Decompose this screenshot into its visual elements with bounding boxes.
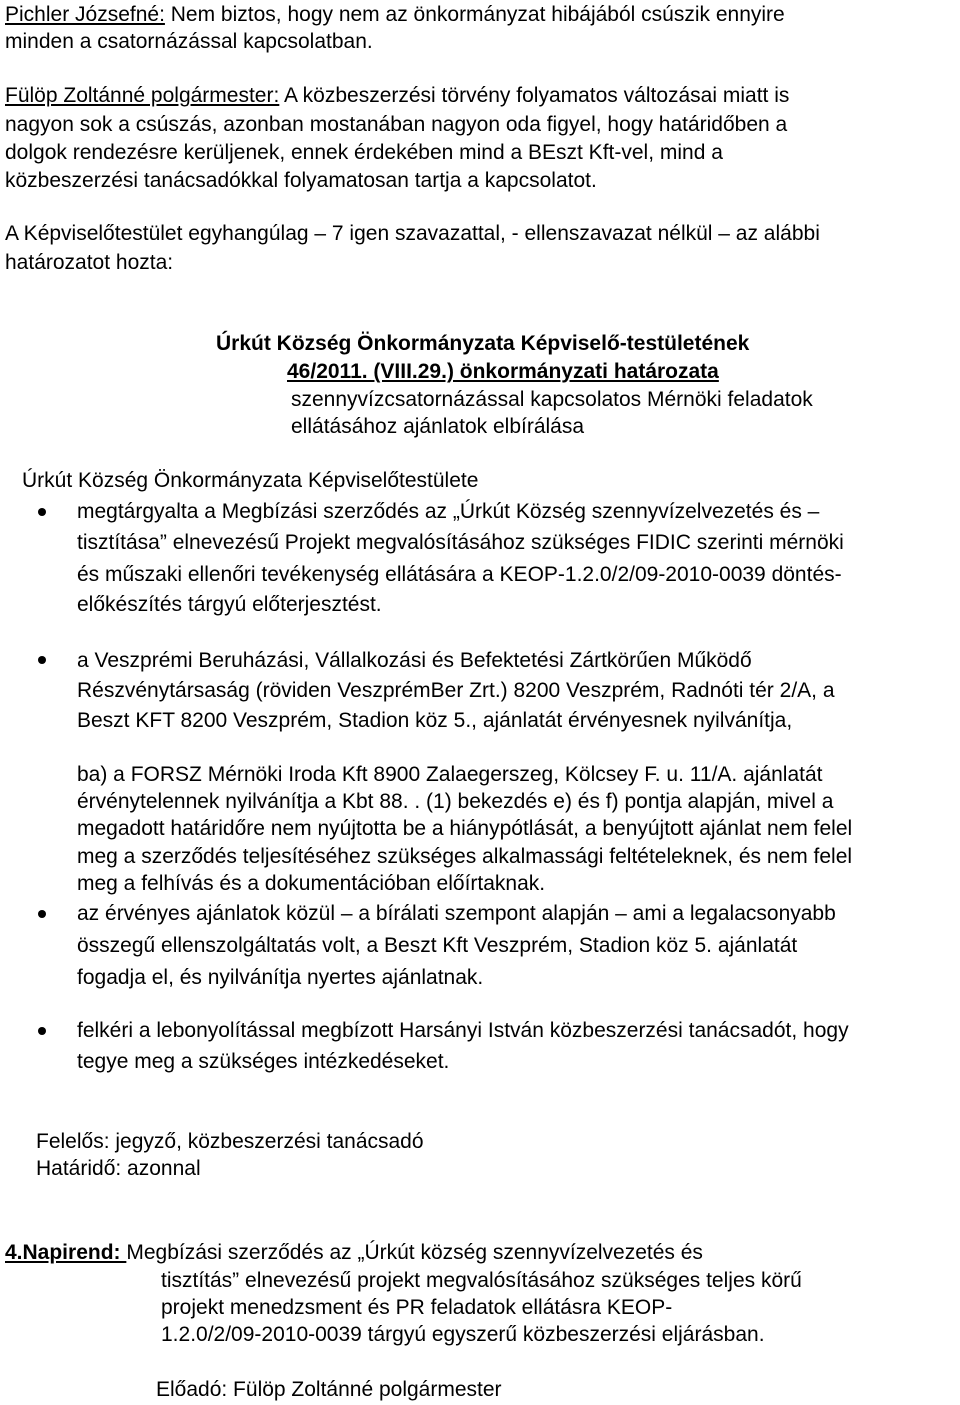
speaker2-line-4: közbeszerzési tanácsadókkal folyamatosan tartja a kapcsolatot. (5, 169, 597, 192)
bullet3-line-3: fogadja el, és nyilvánítja nyertes ajánlatnak. (77, 966, 484, 989)
agenda-line-4: 1.2.0/2/09-2010-0039 tárgyú egyszerű közbeszerzési eljárásban. (161, 1323, 765, 1346)
bullet1-line-2: tisztítása” elnevezésű Projekt megvalósításához szükséges FIDIC szerinti mérnöki (77, 531, 844, 554)
agenda-line-1 (5, 1241, 703, 1265)
bullet1-line-4: előkészítés tárgyú előterjesztést. (77, 593, 382, 616)
deadline-line: Határidő: azonnal (36, 1157, 201, 1180)
bullet-icon (38, 508, 46, 516)
bullet1-line-1: megtárgyalta a Megbízási szerződés az „Úrkút Község szennyvízelvezetés és – (77, 500, 820, 523)
vote-line-1: A Képviselőtestület egyhangúlag – 7 igen szavazattal, - ellenszavazat nélkül – az alábbi (5, 222, 820, 245)
speaker1-line-2: minden a csatornázással kapcsolatban. (5, 30, 373, 53)
ba-line-1: ba) a FORSZ Mérnöki Iroda Kft 8900 Zalaegerszeg, Kölcsey F. u. 11/A. ajánlatát (77, 763, 823, 786)
bullet4-line-2: tegye meg a szükséges intézkedéseket. (77, 1050, 450, 1073)
agenda-text-1: Megbízási szerződés az „Úrkút község szennyvízelvezetés és (126, 1241, 703, 1264)
speaker2-name: Fülöp Zoltánné polgármester: (5, 84, 280, 107)
speaker2-line-3: dolgok rendezésre kerüljenek, ennek érdekében mind a BEszt Kft-vel, mind a (5, 141, 723, 164)
bullet2-line-1: a Veszprémi Beruházási, Vállalkozási és Befektetési Zártkörűen Működő (77, 649, 752, 672)
speaker1-line-1 (5, 3, 785, 27)
bullet2-line-2: Részvénytársaság (röviden VeszprémBer Zrt.) 8200 Veszprém, Radnóti tér 2/A, a (77, 679, 835, 702)
bullet4-line-1: felkéri a lebonyolítással megbízott Harsányi István közbeszerzési tanácsadót, hogy (77, 1019, 849, 1042)
speaker1-name: Pichler Józsefné: (5, 3, 165, 26)
ba-line-4: meg a szerződés teljesítéséhez szükséges alkalmassági feltételeknek, és nem felel (77, 845, 853, 868)
agenda-label: 4.Napirend: (5, 1241, 127, 1264)
resolution-subject-line-2: ellátásához ajánlatok elbírálása (291, 415, 585, 438)
speaker1-text: Nem biztos, hogy nem az önkormányzat hibájából csúszik ennyire (164, 3, 785, 26)
speaker2-line-1 (5, 84, 789, 108)
vote-line-2: határozatot hozta: (5, 251, 174, 274)
resolution-title-line-2: 46/2011. (VIII.29.) önkormányzati határozata (287, 360, 719, 383)
bullet2-line-3: Beszt KFT 8200 Veszprém, Stadion köz 5., ajánlatát érvényesnek nyilvánítja, (77, 709, 793, 732)
bullet3-line-2: összegű ellenszolgáltatás volt, a Beszt Kft Veszprém, Stadion köz 5. ajánlatát (77, 934, 798, 957)
resolution-title-line-1: Úrkút Község Önkormányzata Képviselő-testületének (216, 332, 750, 355)
agenda-line-2: tisztítás” elnevezésű projekt megvalósításához szükséges teljes körű (161, 1269, 802, 1292)
ba-line-3: megadott határidőre nem nyújtotta be a hiánypótlását, a benyújtott ajánlat nem felel (77, 817, 853, 840)
resolution-subject-line-1: szennyvízcsatornázással kapcsolatos Mérnöki feladatok (291, 388, 813, 411)
speaker2-text: A közbeszerzési törvény folyamatos változásai miatt is (279, 84, 790, 107)
ba-line-2: érvénytelennek nyilvánítja a Kbt 88. . (1) bekezdés e) és f) pontja alapján, mivel a (77, 790, 834, 813)
ba-line-5: meg a felhívás és a dokumentációban előírtaknak. (77, 872, 546, 895)
bullet3-line-1: az érvényes ajánlatok közül – a bírálati szempont alapján – ami a legalacsonyabb (77, 902, 836, 925)
responsible-line: Felelős: jegyző, közbeszerzési tanácsadó (36, 1130, 424, 1153)
speaker2-line-2: nagyon sok a csúszás, azonban mostanában nagyon oda figyel, hogy határidőben a (5, 113, 788, 136)
bullet-icon (38, 910, 46, 918)
agenda-line-3: projekt menedzsment és PR feladatok ellátásra KEOP- (161, 1296, 673, 1319)
bullet-icon (38, 656, 46, 664)
presenter-line: Előadó: Fülöp Zoltánné polgármester (156, 1378, 502, 1401)
bullet1-line-3: és műszaki ellenőri tevékenység ellátására a KEOP-1.2.0/2/09-2010-0039 döntés- (77, 563, 842, 586)
bullet-icon (38, 1027, 46, 1035)
council-name: Úrkút Község Önkormányzata Képviselőtestülete (22, 469, 479, 492)
